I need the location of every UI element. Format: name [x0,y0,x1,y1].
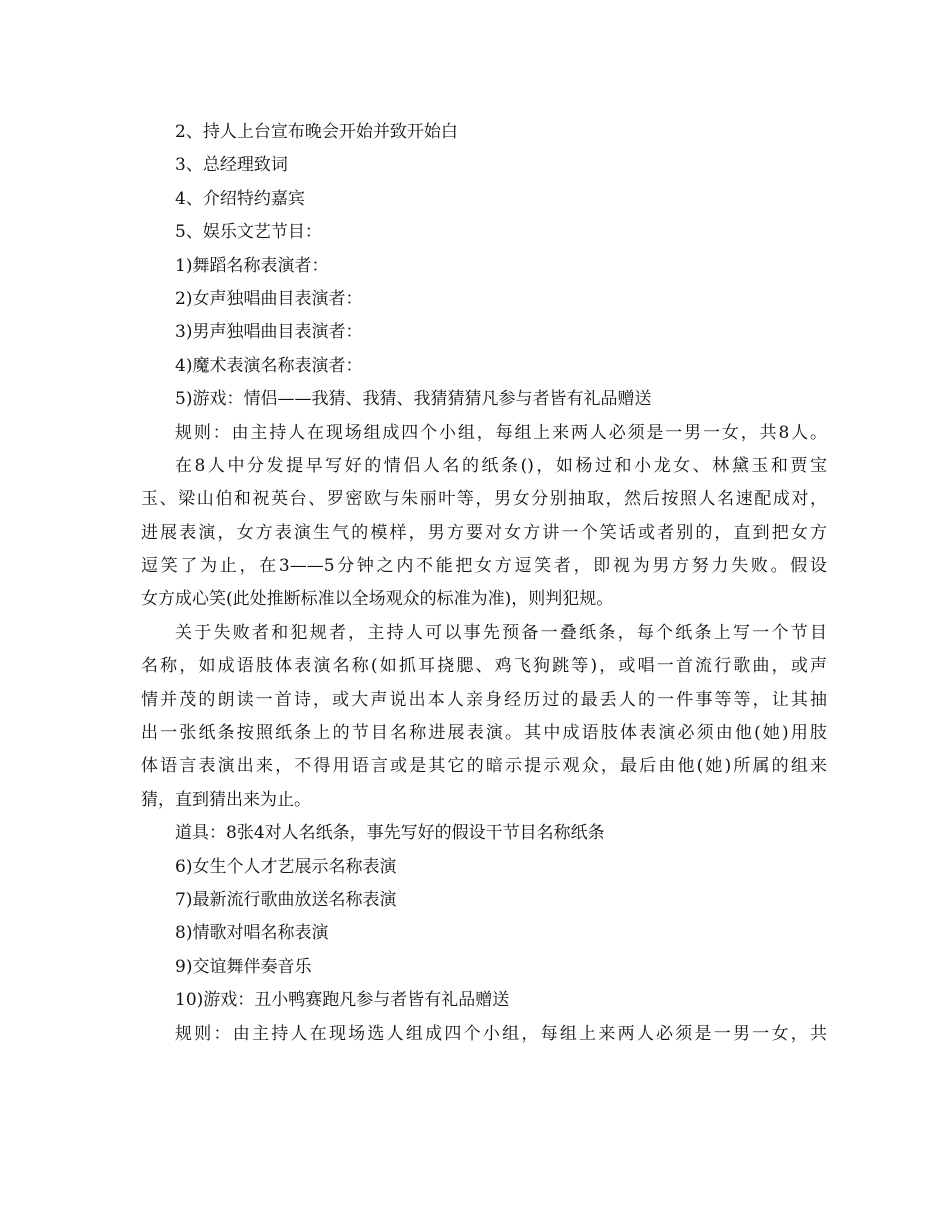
text-line: 逗笑了为止，在3——5分钟之内不能把女方逗笑者，即视为男方努力失败。假设 [141,556,827,577]
text-line: 5)游戏：情侣——我猜、我猜、我猜猜猜凡参与者皆有礼品赠送 [175,389,652,410]
text-line: 9)交谊舞伴奏音乐 [175,956,312,977]
text-line: 4、介绍特约嘉宾 [175,188,305,209]
text-line: 体语言表演出来，不得用语言或是其它的暗示提示观众，最后由他(她)所属的组来 [141,756,827,777]
text-line: 名称，如成语肢体表演名称(如抓耳挠腮、鸡飞狗跳等)，或唱一首流行歌曲，或声 [141,656,827,677]
text-line: 玉、梁山伯和祝英台、罗密欧与朱丽叶等，男女分别抽取，然后按照人名速配成对， [141,489,827,510]
text-line: 7)最新流行歌曲放送名称表演 [175,889,397,910]
text-line: 10)游戏：丑小鸭赛跑凡参与者皆有礼品赠送 [175,990,510,1011]
text-line: 情并茂的朗读一首诗，或大声说出本人亲身经历过的最丢人的一件事等等，让其抽 [141,689,827,710]
text-line: 4)魔术表演名称表演者： [175,355,363,376]
text-line: 3、总经理致词 [175,155,288,176]
text-line: 3)男声独唱曲目表演者： [175,322,363,343]
text-line: 女方成心笑(此处推断标准以全场观众的标准为准)，则判犯规。 [141,589,614,610]
text-line: 道具：8张4对人名纸条，事先写好的假设干节目名称纸条 [175,823,605,844]
text-line: 猜，直到猜出来为止。 [141,789,311,810]
text-line: 2)女声独唱曲目表演者： [175,288,363,309]
text-line: 6)女生个人才艺展示名称表演 [175,856,397,877]
text-line: 8)情歌对唱名称表演 [175,923,329,944]
text-line: 规则：由主持人在现场组成四个小组，每组上来两人必须是一男一女，共8人。 [175,422,827,443]
text-line: 规则：由主持人在现场选人组成四个小组，每组上来两人必须是一男一女，共 [175,1023,827,1044]
text-line: 在8人中分发提早写好的情侣人名的纸条()，如杨过和小龙女、林黛玉和贾宝 [175,455,827,476]
text-line: 2、持人上台宣布晚会开始并致开始白 [175,122,458,142]
text-line: 关于失败者和犯规者，主持人可以事先预备一叠纸条，每个纸条上写一个节目 [175,622,827,643]
text-line: 出一张纸条按照纸条上的节目名称进展表演。其中成语肢体表演必须由他(她)用肢 [141,723,827,744]
text-line: 1)舞蹈名称表演者： [175,255,329,276]
text-line: 5、娱乐文艺节目： [175,222,322,243]
document-body [141,116,827,1051]
text-line: 进展表演，女方表演生气的模样，男方要对女方讲一个笑话或者别的，直到把女方 [141,522,827,543]
